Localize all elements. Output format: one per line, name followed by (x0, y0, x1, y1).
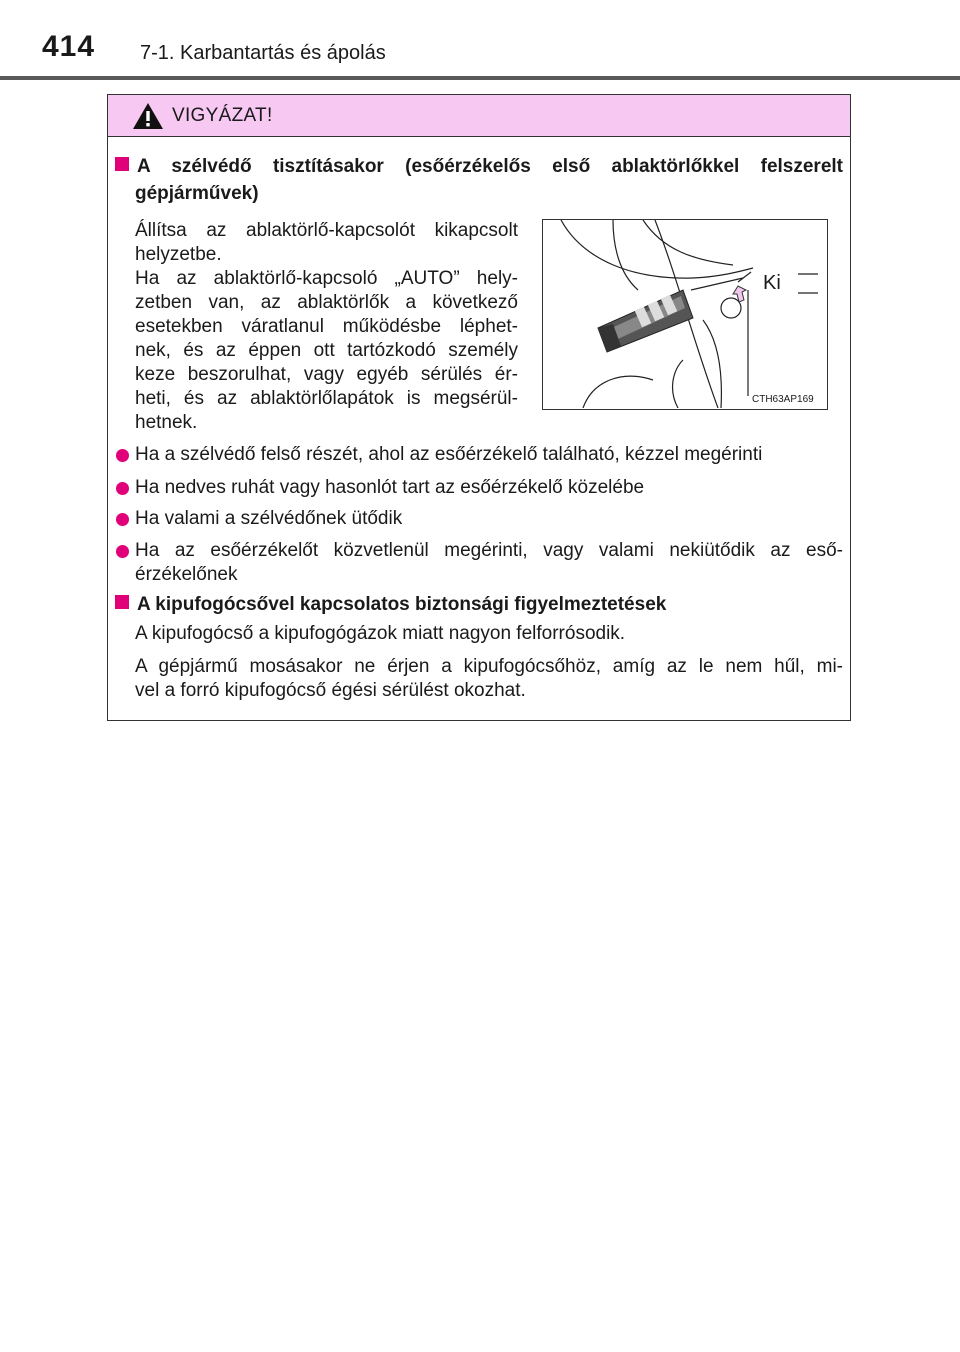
bullet-dot-icon (116, 449, 129, 462)
paragraph-line: Állítsa az ablaktörlő-kapcsolót kikapcsolt (135, 220, 518, 241)
warning-title: VIGYÁZAT! (172, 105, 273, 126)
bullet-text: Ha nedves ruhát vagy hasonlót tart az esőérzékelő közelébe (135, 477, 645, 498)
bullet-dot-icon (116, 513, 129, 526)
square-bullet-icon (115, 157, 129, 171)
square-bullet-icon (115, 595, 129, 609)
paragraph-line: helyzetbe. (135, 244, 222, 265)
page-number: 414 (42, 30, 96, 63)
bullet-text: érzékelőnek (135, 564, 238, 585)
paragraph-line: vel a forró kipufogócső égési sérülést okozhat. (135, 680, 526, 701)
paragraph-line: hetnek. (135, 412, 198, 433)
section-title-exhaust (115, 591, 666, 618)
warning-box (107, 94, 851, 721)
bullet-dot-icon (116, 545, 129, 558)
warning-header (108, 95, 850, 137)
bullet-text: Ha valami a szélvédőnek ütődik (135, 508, 403, 529)
wiper-switch-illustration (543, 220, 826, 408)
paragraph-line: heti, és az ablaktörlőlapátok is megsérül- (135, 388, 518, 409)
paragraph-line: zetben van, az ablaktörlők a következő (135, 292, 518, 313)
paragraph-line: Ha az ablaktörlő-kapcsoló „AUTO” hely- (135, 268, 518, 289)
header-divider (0, 76, 960, 80)
section-title-line: gépjárművek) (135, 183, 259, 204)
bullet-item (135, 507, 402, 531)
bullet-item (135, 443, 762, 467)
paragraph-line: esetekben váratlanul működésbe léphet- (135, 316, 518, 337)
warning-triangle-icon (132, 101, 164, 131)
wiper-switch-figure (542, 219, 828, 410)
paragraph-line: nek, és az éppen ott tartózkodó személy (135, 340, 518, 361)
bullet-text: Ha az esőérzékelőt közvetlenül megérinti, vagy valami nekiütődik az eső- (135, 540, 843, 561)
section-title-windshield (115, 153, 843, 207)
figure-label-off: Ki (763, 272, 781, 294)
windshield-paragraph (135, 219, 518, 435)
section-title-line: A szélvédő tisztításakor (esőérzékelős első ablaktörlőkkel felszerelt (137, 156, 843, 177)
exhaust-paragraph-2 (135, 655, 843, 703)
paragraph-line: keze beszorulhat, vagy egyéb sérülés ér- (135, 364, 518, 385)
paragraph-line: A gépjármű mosásakor ne érjen a kipufogócsőhöz, amíg az le nem hűl, mi- (135, 656, 843, 677)
bullet-item (135, 476, 644, 500)
bullet-dot-icon (116, 482, 129, 495)
page-header (0, 0, 960, 80)
chapter-title: 7-1. Karbantartás és ápolás (140, 42, 386, 64)
section-title-line: A kipufogócsővel kapcsolatos biztonsági figyelmeztetések (137, 594, 667, 615)
exhaust-paragraph-1: A kipufogócső a kipufogógázok miatt nagyon felforrósodik. (135, 623, 626, 644)
figure-code: CTH63AP169 (752, 394, 814, 405)
bullet-text: Ha a szélvédő felső részét, ahol az esőérzékelő található, kézzel megérinti (135, 444, 763, 465)
bullet-item (135, 539, 843, 587)
